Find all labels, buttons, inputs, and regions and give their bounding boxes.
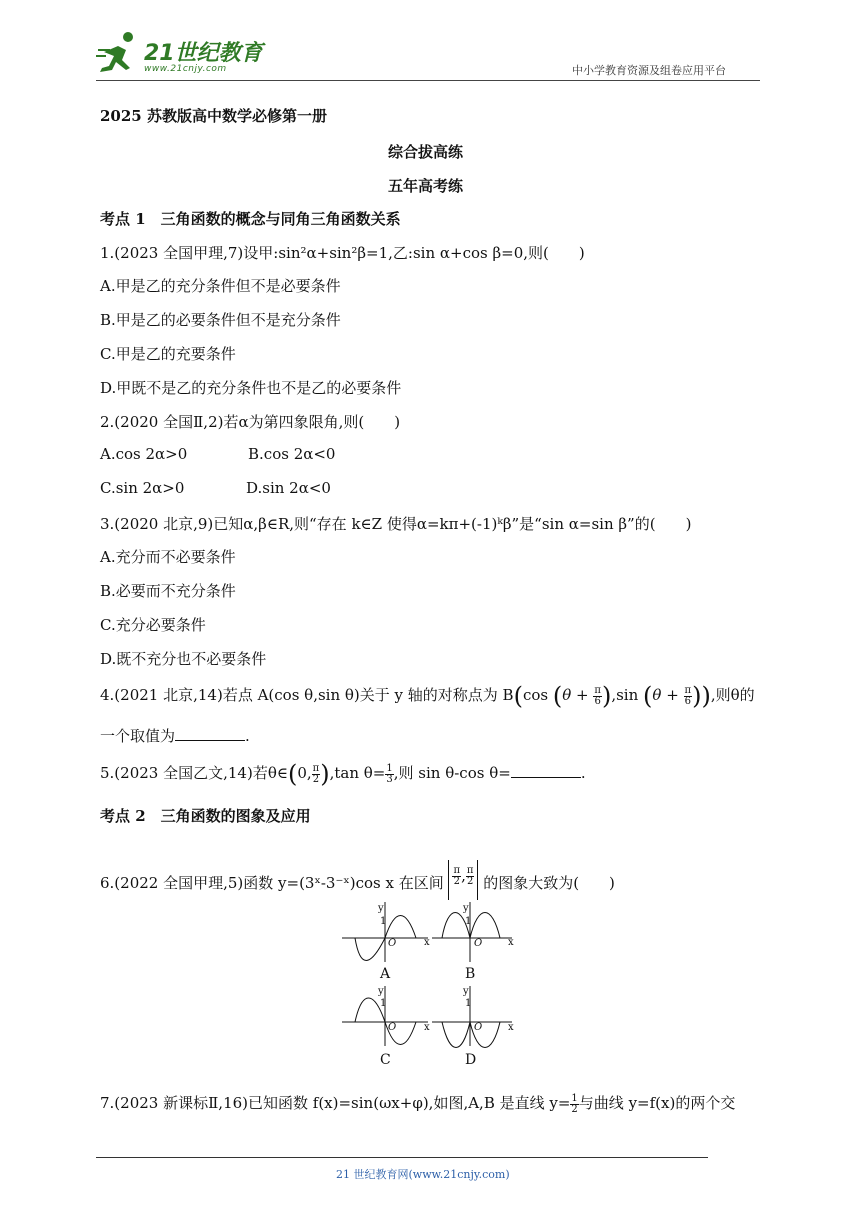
question-3-option-b[interactable]: B.必要而不充分条件 xyxy=(100,582,236,600)
svg-text:y: y xyxy=(378,903,384,914)
question-7-text-end: 与曲线 y=f(x)的两个交 xyxy=(578,1094,736,1112)
question-6-text-end: 的图象大致为( ) xyxy=(483,874,615,892)
question-1-option-c[interactable]: C.甲是乙的充要条件 xyxy=(100,345,236,363)
question-1-option-b[interactable]: B.甲是乙的必要条件但不是充分条件 xyxy=(100,311,341,329)
document-title: 2025 苏教版高中数学必修第一册 xyxy=(100,107,327,125)
graph-label-d: D xyxy=(465,1052,477,1068)
svg-text:1: 1 xyxy=(380,998,387,1009)
footer-divider xyxy=(96,1157,708,1158)
svg-text:x: x xyxy=(424,1022,430,1033)
logo xyxy=(96,30,266,76)
y-value-fraction: $\frac{1}{2}$ xyxy=(571,1092,578,1115)
question-5-line xyxy=(100,760,586,788)
topic-heading-1: 考点 1 三角函数的概念与同角三角函数关系 xyxy=(100,210,401,228)
question-4-line-2 xyxy=(100,725,250,746)
question-5-text: 5.(2023 全国乙文,14)若θ∈ xyxy=(100,764,288,782)
question-4-text-end: ,则θ的 xyxy=(710,686,755,704)
graph-label-b: B xyxy=(465,966,476,982)
question-2-option-b[interactable]: B.cos 2α<0 xyxy=(248,445,336,463)
question-4-prompt: 一个取值为 xyxy=(100,727,176,745)
svg-text:O: O xyxy=(388,1022,397,1033)
svg-text:y: y xyxy=(463,903,469,914)
graph-label-c: C xyxy=(380,1052,391,1068)
logo-url: www.21cnjy.com xyxy=(144,64,227,74)
question-1-stem: 1.(2023 全国甲理,7)设甲:sin²α+sin²β=1,乙:sin α+cos β=0,则( ) xyxy=(100,244,585,262)
question-2-stem: 2.(2020 全国Ⅱ,2)若α为第四象限角,则( ) xyxy=(100,413,401,431)
subsection-heading: 五年高考练 xyxy=(388,177,464,195)
svg-text:O: O xyxy=(474,938,483,949)
runner-logo-icon xyxy=(96,30,142,74)
interval-bracket: $\frac{\pi}{2}$ , $\frac{\pi}{2}$ xyxy=(448,860,478,900)
question-3-stem: 3.(2020 北京,9)已知α,β∈R,则“存在 k∈Z 使得α=kπ+(-1)ᵏβ”是“sin α=sin β”的( ) xyxy=(100,515,692,533)
logo-text: 21世纪教育 xyxy=(144,41,263,66)
graph-label-a: A xyxy=(380,966,391,982)
question-3-option-c[interactable]: C.充分必要条件 xyxy=(100,616,206,634)
topic-heading-2: 考点 2 三角函数的图象及应用 xyxy=(100,807,311,825)
question-2-option-d[interactable]: D.sin 2α<0 xyxy=(246,479,331,497)
svg-text:x: x xyxy=(424,937,430,948)
question-5-period: . xyxy=(580,764,586,782)
svg-text:y: y xyxy=(463,986,469,997)
svg-text:x: x xyxy=(508,937,514,948)
footer-text[interactable]: 21 世纪教育网(www.21cnjy.com) xyxy=(336,1168,510,1181)
question-4-line-1 xyxy=(100,682,755,710)
question-3-option-d[interactable]: D.既不充分也不必要条件 xyxy=(100,650,267,668)
point-b-formula: (cos (θ + $\frac{\pi}{6}$ ),sin (θ + $\frac{\pi}{6}$ )) xyxy=(513,682,711,710)
svg-text:x: x xyxy=(508,1022,514,1033)
question-4-text: 4.(2021 北京,14)若点 A(cos θ,sin θ)关于 y 轴的对称点为 B xyxy=(100,686,514,704)
header-divider xyxy=(96,80,760,81)
svg-text:1: 1 xyxy=(465,916,472,927)
question-2-option-c[interactable]: C.sin 2α>0 xyxy=(100,479,185,497)
question-5-tan: ,tan θ= xyxy=(329,764,386,782)
svg-text:1: 1 xyxy=(380,916,387,927)
svg-text:O: O xyxy=(388,938,397,949)
svg-text:y: y xyxy=(378,986,384,997)
question-7-text: 7.(2023 新课标Ⅱ,16)已知函数 f(x)=sin(ωx+φ),如图,A,B 是直线 y= xyxy=(100,1094,571,1112)
question-2-option-a[interactable]: A.cos 2α>0 xyxy=(100,445,188,463)
section-heading: 综合拔高练 xyxy=(388,143,464,161)
question-5-answer-blank[interactable] xyxy=(511,763,581,778)
question-7-line xyxy=(100,1092,735,1115)
platform-label: 中小学教育资源及组卷应用平台 xyxy=(572,64,726,77)
svg-text:O: O xyxy=(474,1022,483,1033)
question-5-ask: ,则 sin θ-cos θ= xyxy=(393,764,511,782)
question-6-graphs xyxy=(340,900,520,1070)
svg-text:1: 1 xyxy=(465,998,472,1009)
question-6-text: 6.(2022 全国甲理,5)函数 y=(3ˣ-3⁻ˣ)cos x 在区间 xyxy=(100,874,444,892)
question-4-period: . xyxy=(245,727,250,745)
question-1-option-a[interactable]: A.甲是乙的充分条件但不是必要条件 xyxy=(100,277,341,295)
question-4-answer-blank[interactable] xyxy=(175,726,245,741)
question-3-option-a[interactable]: A.充分而不必要条件 xyxy=(100,548,236,566)
theta-interval: (0, $\frac{\pi}{2}$ ) xyxy=(287,760,330,788)
tan-value-fraction: $\frac{1}{3}$ xyxy=(386,762,393,785)
question-1-option-d[interactable]: D.甲既不是乙的充分条件也不是乙的必要条件 xyxy=(100,379,402,397)
question-6-line xyxy=(100,864,615,904)
